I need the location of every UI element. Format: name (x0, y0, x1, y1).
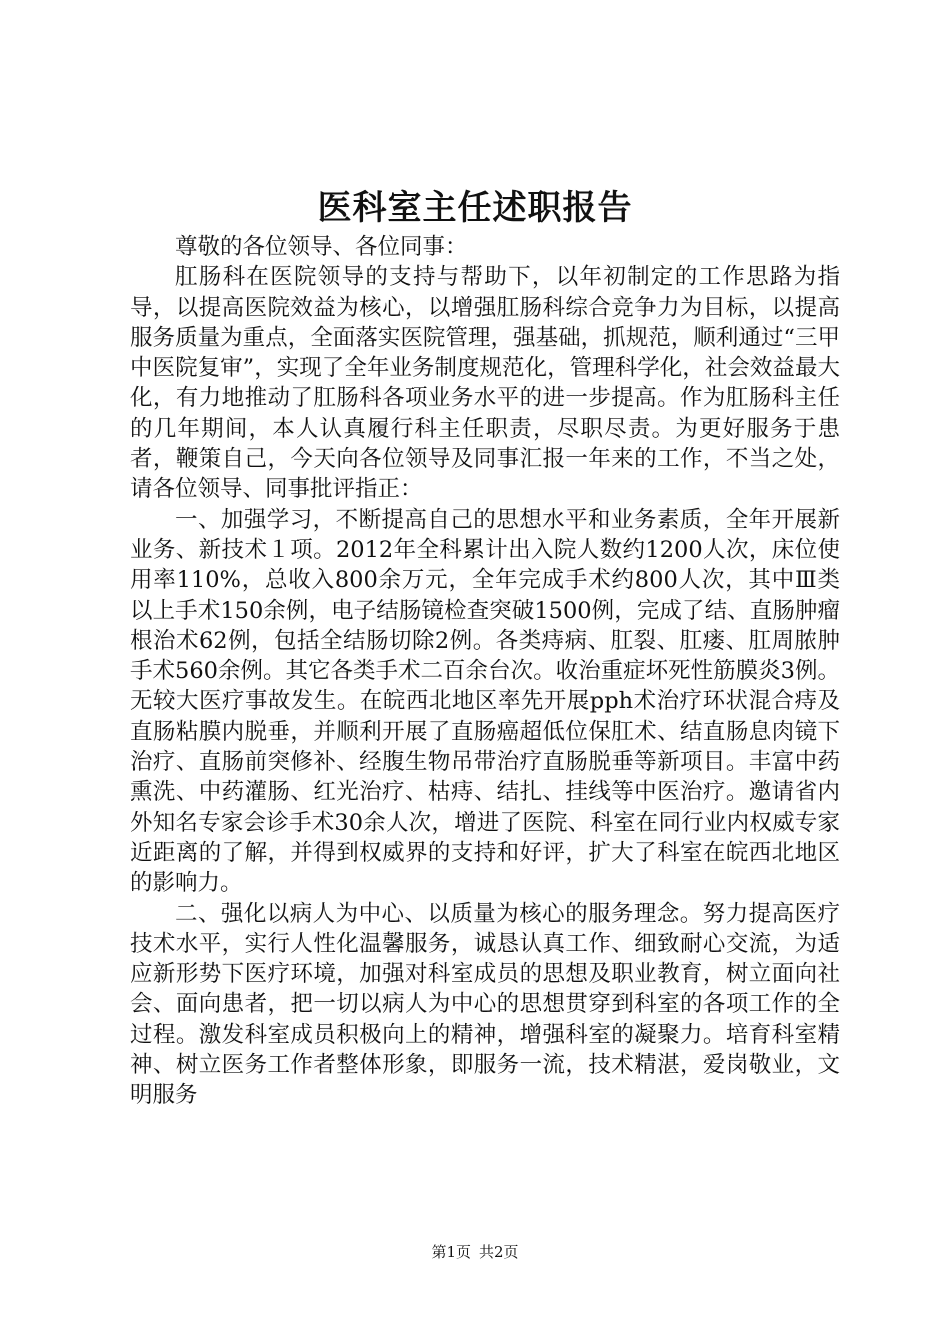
page-total: 共2页 (479, 1243, 519, 1261)
intro-paragraph: 肛肠科在医院领导的支持与帮助下，以年初制定的工作思路为指导，以提高医院效益为核心，以增强肛肠科综合竞争力为目标，以提高服务质量为重点，全面落实医院管理，强基础，抓规范，顺利通过“三甲中医院复审”，实现了全年业务制度规范化，管理科学化，社会效益最大化，有力地推动了肛肠科各项业务水平的进一步提高。作为肛肠科主任的几年期间，本人认真履行科主任职责，尽职尽责。为更好服务于患者，鞭策自己，今天向各位领导及同事汇报一年来的工作，不当之处，请各位领导、同事批评指正： (130, 264, 840, 503)
section-one-paragraph: 一、加强学习，不断提高自己的思想水平和业务素质，全年开展新业务、新技术１项。2012年全科累计出入院人数约1200人次，床位使用率110%，总收入800余万元，全年完成手术约800人次，其中Ⅲ类以上手术150余例，电子结肠镜检查突破1500例，完成了结、直肠肿瘤根治术62例，包括全结肠切除2例。各类痔病、肛裂、肛瘘、肛周脓肿手术560余例。其它各类手术二百余台次。收治重症坏死性筋膜炎3例。无较大医疗事故发生。在皖西北地区率先开展pph术治疗环状混合痔及直肠粘膜内脱垂，并顺利开展了直肠癌超低位保肛术、结直肠息肉镜下治疗、直肠前突修补、经腹生物吊带治疗直肠脱垂等新项目。丰富中药熏洗、中药灌肠、红光治疗、枯痔、结扎、挂线等中医治疗。邀请省内外知名专家会诊手术30余人次，增进了医院、科室在同行业内权威专家近距离的了解，并得到权威界的支持和好评，扩大了科室在皖西北地区的影响力。 (130, 506, 840, 897)
page-footer (0, 1242, 950, 1262)
section-two-paragraph: 二、强化以病人为中心、以质量为核心的服务理念。努力提高医疗技术水平，实行人性化温馨服务，诚恳认真工作、细致耐心交流，为适应新形势下医疗环境，加强对科室成员的思想及职业教育，树立面向社会、面向患者，把一切以病人为中心的思想贯穿到科室的各项工作的全过程。激发科室成员积极向上的精神，增强科室的凝聚力。培育科室精神、树立医务工作者整体形象，即服务一流，技术精湛，爱岗敬业，文明服务 (130, 900, 840, 1109)
document-title: 医科室主任述职报告 (317, 188, 633, 228)
page-number: 第1页 (431, 1243, 471, 1261)
document-body (130, 232, 840, 1111)
salutation-paragraph: 尊敬的各位领导、各位同事： (175, 234, 468, 260)
